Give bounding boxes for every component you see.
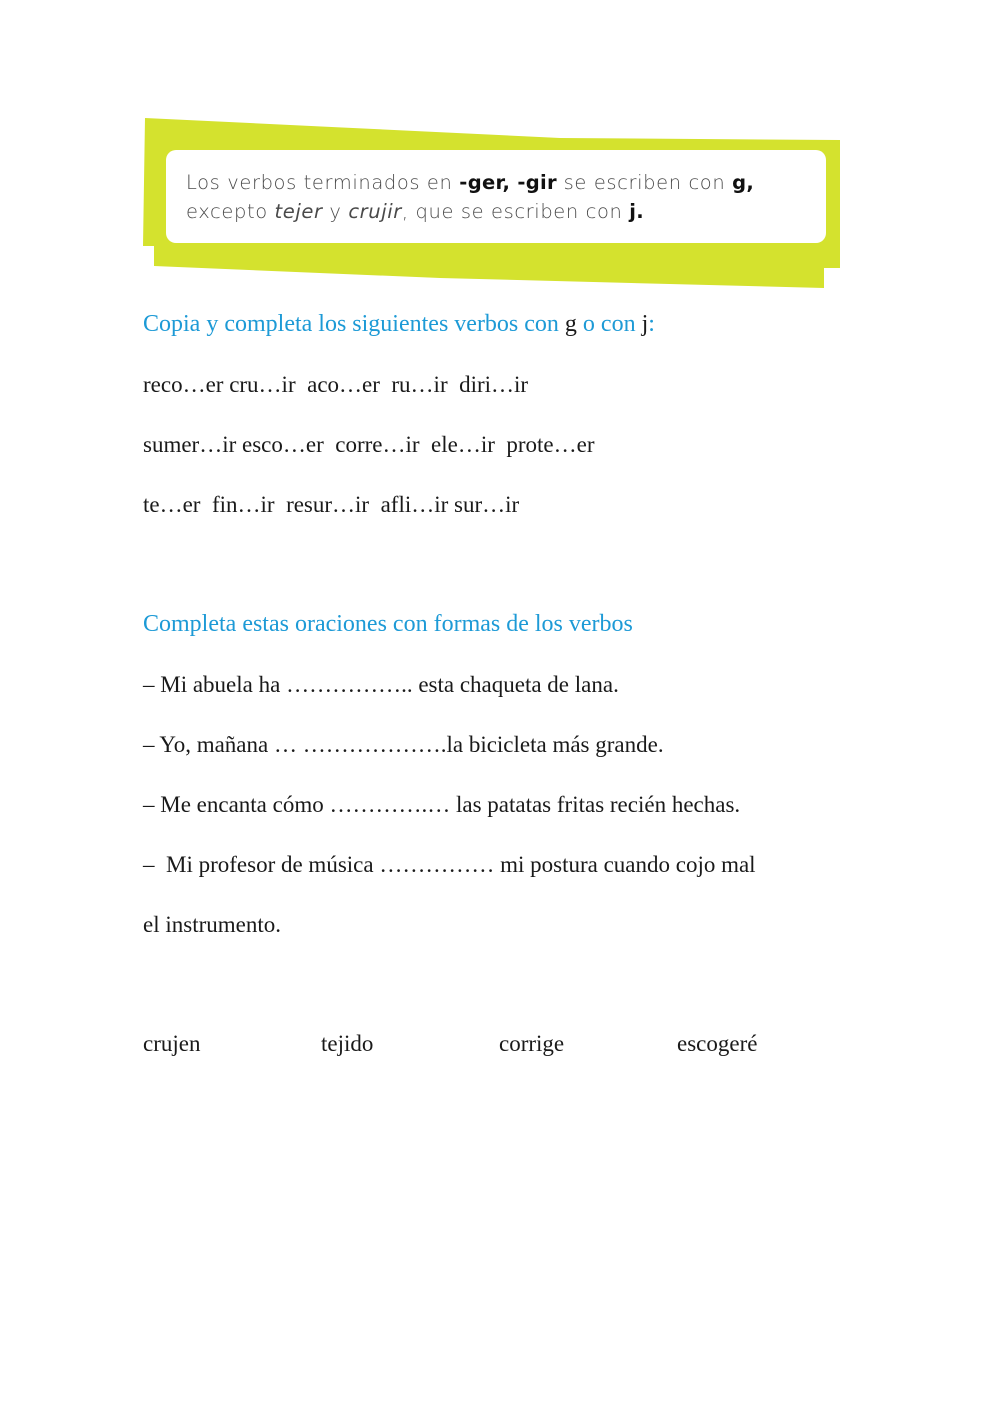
sentence: el instrumento.	[143, 912, 281, 937]
word-bank-item: tejido	[321, 1031, 374, 1056]
rule-text-part: , que se escriben con	[401, 200, 630, 223]
exercise1-title-part: Copia y completa los siguientes verbos con	[143, 311, 565, 337]
rule-banner	[140, 116, 845, 291]
sentence: – Yo, mañana … ……………….la bicicleta más grande.	[143, 732, 664, 757]
rule-letter-g: g,	[732, 171, 755, 194]
word-bank-item: corrige	[499, 1031, 565, 1056]
verb-row: reco…er cru…ir aco…er ru…ir diri…ir	[143, 372, 529, 397]
sentence: – Mi abuela ha …………….. esta chaqueta de lana.	[143, 672, 619, 697]
exercise1-title-letter-g: g	[564, 311, 577, 337]
rule-text-part: se escriben con	[556, 171, 733, 194]
verb-row: sumer…ir esco…er corre…ir ele…ir prote…er	[143, 432, 595, 457]
rule-line-2	[186, 197, 826, 226]
rule-text-part: y	[322, 200, 349, 223]
exercise1-title	[143, 311, 655, 338]
rule-text-part: Los verbos terminados en	[186, 171, 460, 194]
rule-text	[186, 168, 826, 226]
word-bank-item: crujen	[143, 1031, 201, 1056]
word-bank-item: escogeré	[677, 1031, 758, 1056]
exercise1-title-part: :	[648, 311, 655, 337]
rule-exception-crujir: crujir	[348, 200, 402, 223]
sentence: – Mi profesor de música …………… mi postura cuando cojo mal	[143, 852, 756, 877]
rule-line-1	[186, 168, 826, 197]
exercise1-title-letter-j: j	[641, 311, 649, 337]
verb-row: te…er fin…ir resur…ir afli…ir sur…ir	[143, 492, 520, 517]
exercise2-title: Completa estas oraciones con formas de los verbos	[143, 611, 633, 637]
rule-card	[166, 150, 826, 243]
exercise1-title-part: o con	[576, 311, 642, 337]
rule-letter-j: j.	[629, 200, 644, 223]
sentence: – Me encanta cómo ………….… las patatas fritas recién hechas.	[143, 792, 741, 817]
rule-text-part: excepto	[186, 200, 275, 223]
rule-exception-tejer: tejer	[274, 200, 323, 223]
rule-endings: -ger, -gir	[459, 171, 557, 194]
